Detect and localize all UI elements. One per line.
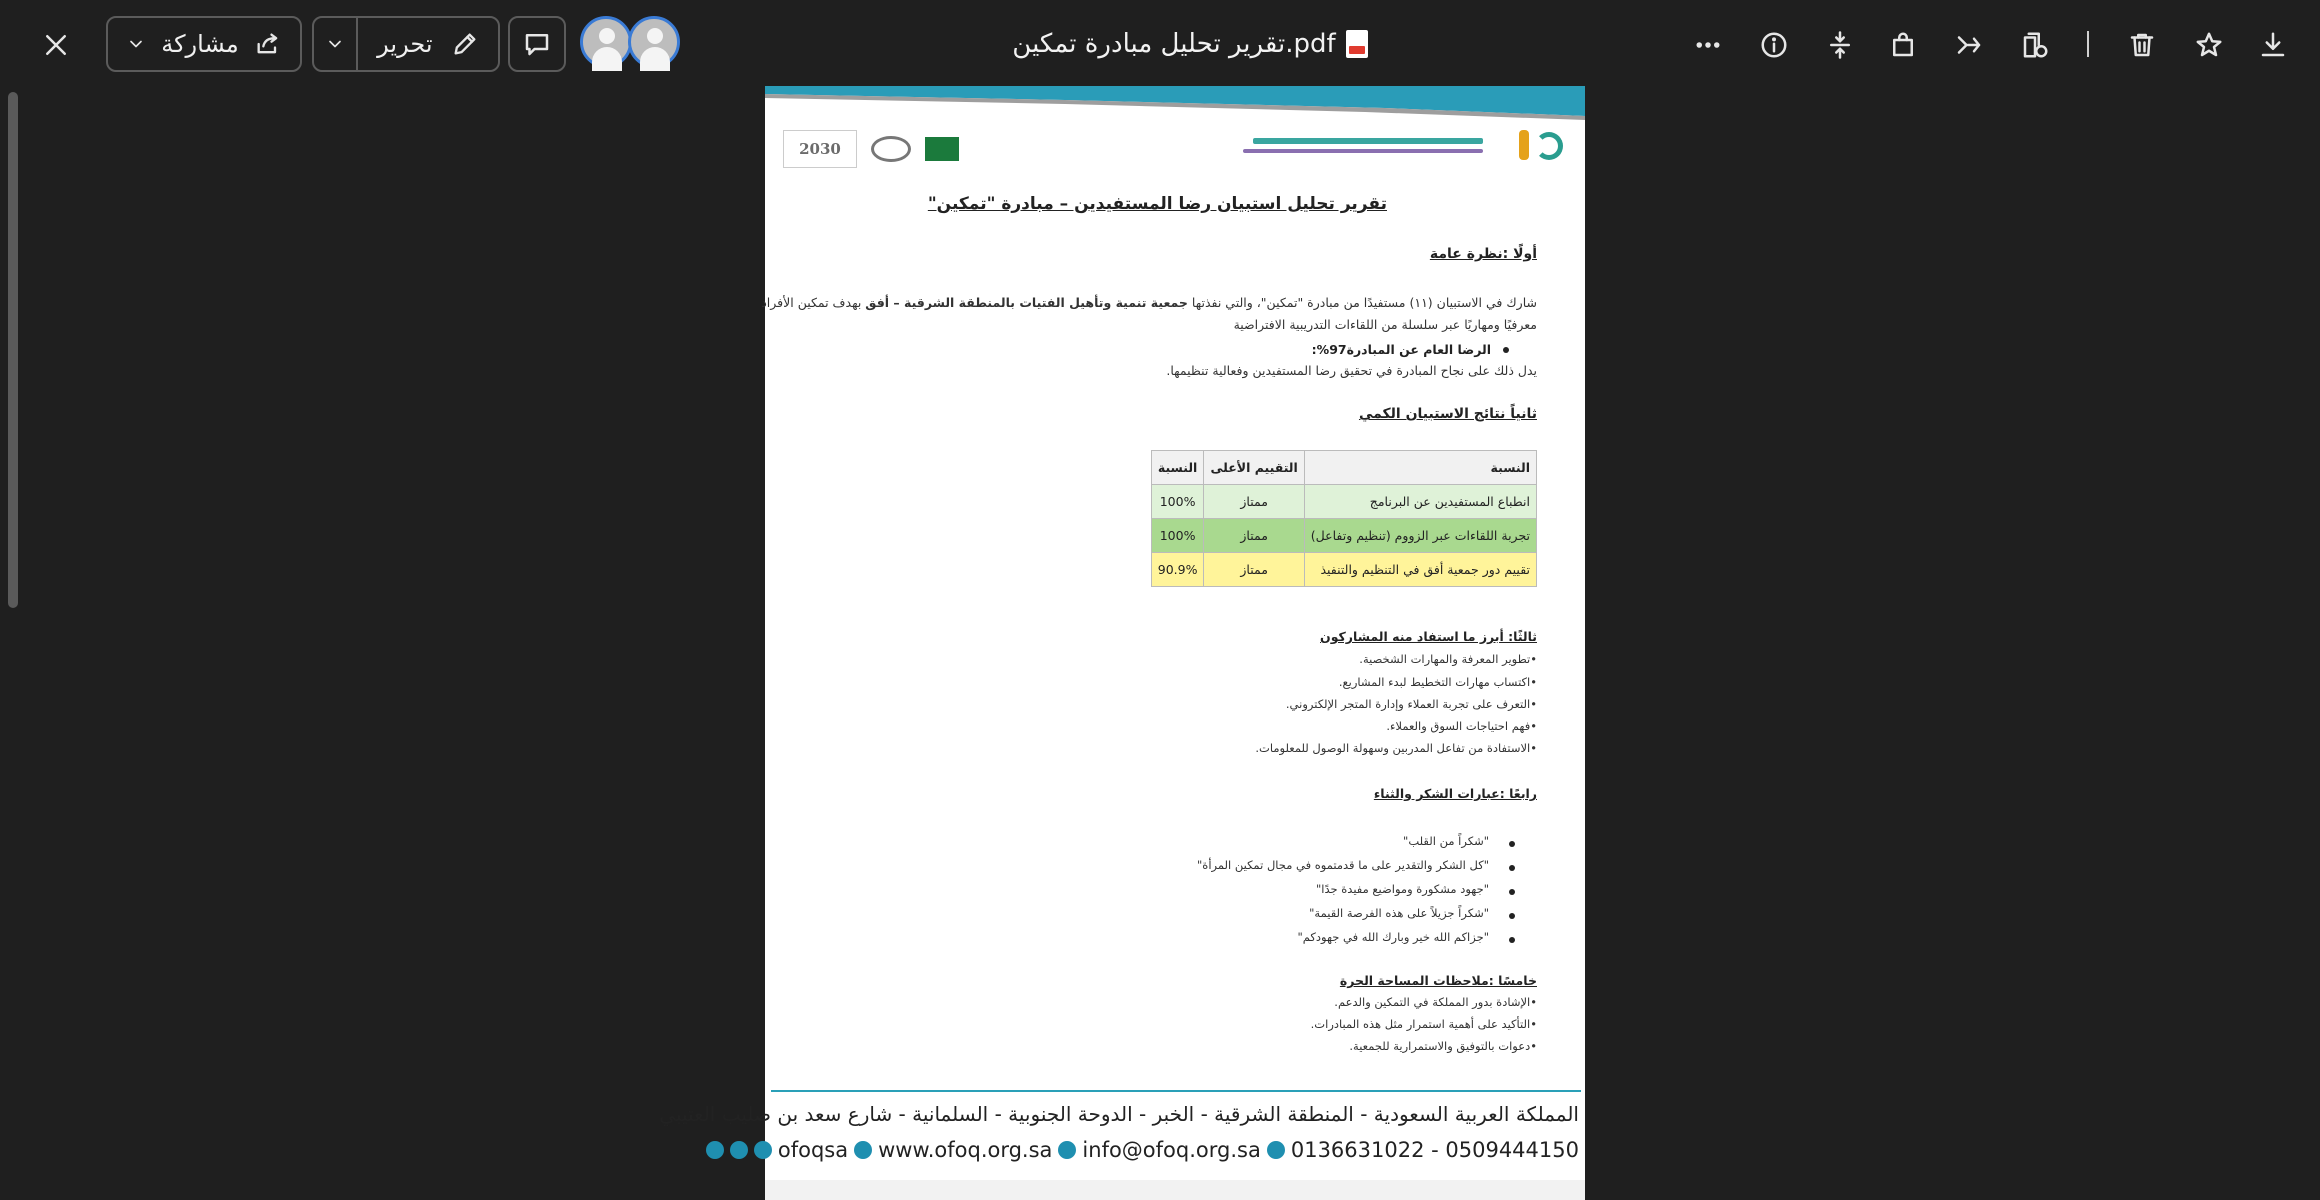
- section-1-paragraph: شارك في الاستبيان (١١) مستفيدًا من مبادرة "تمكين"، والتي نفذتها جمعية تنمية وتأهيل الفتيات بالمنطقة الشرقية – أفق بهدف تمكين الأفراد: [761, 295, 1537, 310]
- vision-2030-logo: 2030: [783, 130, 857, 168]
- section-2-heading: ثانياً نتائج الاستبيان الكمي: [1358, 406, 1537, 422]
- report-title: تقرير تحليل استبيان رضا المستفيدين – مبادرة "تمكين": [927, 194, 1387, 214]
- list-item: "جهود مشكورة ومواضيع مفيدة جدًا": [1315, 882, 1489, 896]
- partner-logo: [871, 136, 911, 162]
- bullet-dot: [1509, 841, 1515, 847]
- forward-icon: [1954, 30, 1984, 60]
- avatar[interactable]: [580, 16, 632, 68]
- pdf-page: [659, 86, 1585, 1200]
- section-5-heading: خامسًا :ملاحظات المساحة الحرة: [1339, 973, 1537, 988]
- collaborators[interactable]: [580, 16, 676, 72]
- footer-website: www.ofoq.org.sa: [878, 1138, 1053, 1162]
- chevron-down-icon: [325, 34, 345, 54]
- share-button[interactable]: [106, 16, 302, 72]
- section-3-heading: ثالثًا: أبرز ما استفاد منه المشاركون: [1320, 629, 1537, 644]
- footer-address: المملكة العربية السعودية - المنطقة الشرقية - الخبر - الدوحة الجنوبية - السلمانية - شارع سعد بن صليب العتيبي: [659, 1102, 1579, 1126]
- forward-button[interactable]: [1946, 22, 1992, 68]
- pdf-file-icon: [1346, 30, 1368, 58]
- bullet-dot: [1509, 913, 1515, 919]
- bag-icon: [1888, 30, 1918, 60]
- table-row: انطباع المستفيدين عن البرنامج ممتاز 100%: [1151, 485, 1536, 519]
- list-item: •الإشادة بدور المملكة في التمكين والدعم.: [1334, 995, 1537, 1009]
- edit-label: تحرير: [377, 30, 433, 58]
- footer-contacts: [706, 1138, 1579, 1162]
- bullet-dot: [1509, 865, 1515, 871]
- share-icon: [254, 30, 282, 58]
- list-item: •الاستفادة من تفاعل المدربين وسهولة الوصول للمعلومات.: [1255, 741, 1537, 755]
- edit-button-group: [312, 16, 500, 72]
- close-button[interactable]: [30, 22, 82, 68]
- download-icon: [2258, 30, 2288, 60]
- web-icon: [854, 1141, 872, 1159]
- table-row: تقييم دور جمعية أفق في التنظيم والتنفيذ ممتاز 90.9%: [1151, 553, 1536, 587]
- list-item: •فهم احتياجات السوق والعملاء.: [1386, 719, 1537, 733]
- snapchat-icon: [754, 1141, 772, 1159]
- document-title-text: تقرير تحليل مبادرة تمكين.pdf: [1012, 29, 1336, 59]
- toolbar-separator: [2087, 31, 2089, 57]
- pencil-icon: [451, 30, 479, 58]
- more-options-button[interactable]: [1685, 22, 1731, 68]
- footer-social-handle: ofoqsa: [777, 1138, 849, 1162]
- phone-icon: [1267, 1141, 1285, 1159]
- results-table: [1151, 450, 1537, 587]
- footer-band: [765, 1180, 1585, 1200]
- list-item: "جزاكم الله خير وبارك الله في جهودكم": [1297, 930, 1489, 944]
- info-icon: [1759, 30, 1789, 60]
- overall-satisfaction: الرضا العام عن المبادرة97%:: [1311, 342, 1491, 357]
- comment-icon: [522, 29, 552, 59]
- edit-dropdown-button[interactable]: [314, 18, 358, 70]
- ofoq-logo: [1243, 126, 1567, 164]
- avatar[interactable]: [628, 16, 680, 68]
- section-4-heading: رابعًا :عبارات الشكر والثناء: [1373, 786, 1537, 801]
- ofoq-mark-icon: [1495, 126, 1567, 164]
- list-item: •دعوات بالتوفيق والاستمرارية للجمعية.: [1349, 1039, 1537, 1053]
- footer-phone: 0136631022 - 0509444150: [1290, 1138, 1579, 1162]
- list-item: •التعرف على تجربة العملاء وإدارة المتجر الإلكتروني.: [1285, 697, 1537, 711]
- send-to-device-button[interactable]: [2012, 22, 2058, 68]
- table-row: تجربة اللقاءات عبر الزووم (تنظيم وتفاعل) ممتاز 100%: [1151, 519, 1536, 553]
- bullet-dot: [1503, 347, 1509, 353]
- document-title: [980, 22, 1400, 66]
- email-icon: [1058, 1141, 1076, 1159]
- footer-rule: [771, 1090, 1581, 1092]
- header-band: [765, 86, 1585, 122]
- share-label: مشاركة: [161, 30, 239, 58]
- comment-button[interactable]: [508, 16, 566, 72]
- list-item: "شكراً من القلب": [1403, 834, 1489, 848]
- info-button[interactable]: [1751, 22, 1797, 68]
- chevron-down-icon: [126, 34, 146, 54]
- list-item: •تطوير المعرفة والمهارات الشخصية.: [1359, 652, 1537, 666]
- list-item: •التأكيد على أهمية استمرار مثل هذه المبادرات.: [1310, 1017, 1537, 1031]
- close-icon: [41, 30, 71, 60]
- saudi-flag-logo: [925, 137, 959, 161]
- section-1-heading: أولًا :نظرة عامة: [1429, 246, 1537, 262]
- bullet-dot: [1509, 889, 1515, 895]
- copy-device-icon: [2020, 30, 2050, 60]
- x-social-icon: [706, 1141, 724, 1159]
- favorite-button[interactable]: [2186, 22, 2232, 68]
- more-icon: [1693, 30, 1723, 60]
- section-1-paragraph-2: معرفيًا ومهاريًا عبر سلسلة من اللقاءات التدريبية الافتراضية: [1233, 317, 1537, 332]
- trash-icon: [2127, 30, 2157, 60]
- list-item: •اكتساب مهارات التخطيط لبدء المشاريع.: [1338, 675, 1537, 689]
- edit-button[interactable]: [358, 30, 498, 58]
- download-button[interactable]: [2250, 22, 2296, 68]
- org-name-logo-text: [1243, 138, 1483, 153]
- star-icon: [2194, 30, 2224, 60]
- viewer-toolbar: [0, 0, 2320, 88]
- list-item: "شكراً جزيلاً على هذه الفرصة القيمة": [1309, 906, 1489, 920]
- fit-page-icon: [1825, 30, 1855, 60]
- table-header: النسبة: [1151, 451, 1204, 485]
- delete-button[interactable]: [2119, 22, 2165, 68]
- open-in-app-button[interactable]: [1880, 22, 1926, 68]
- table-header: النسبة: [1304, 451, 1536, 485]
- footer-email: info@ofoq.org.sa: [1082, 1138, 1261, 1162]
- table-header: التقييم الأعلى: [1204, 451, 1304, 485]
- vertical-scrollbar[interactable]: [8, 92, 18, 608]
- partner-logos: [783, 130, 959, 168]
- instagram-icon: [730, 1141, 748, 1159]
- fit-page-button[interactable]: [1817, 22, 1863, 68]
- list-item: "كل الشكر والتقدير على ما قدمتموه في مجال تمكين المرأة": [1197, 858, 1489, 872]
- bullet-dot: [1509, 937, 1515, 943]
- section-1-conclusion: يدل ذلك على نجاح المبادرة في تحقيق رضا المستفيدين وفعالية تنظيمها.: [1166, 363, 1537, 378]
